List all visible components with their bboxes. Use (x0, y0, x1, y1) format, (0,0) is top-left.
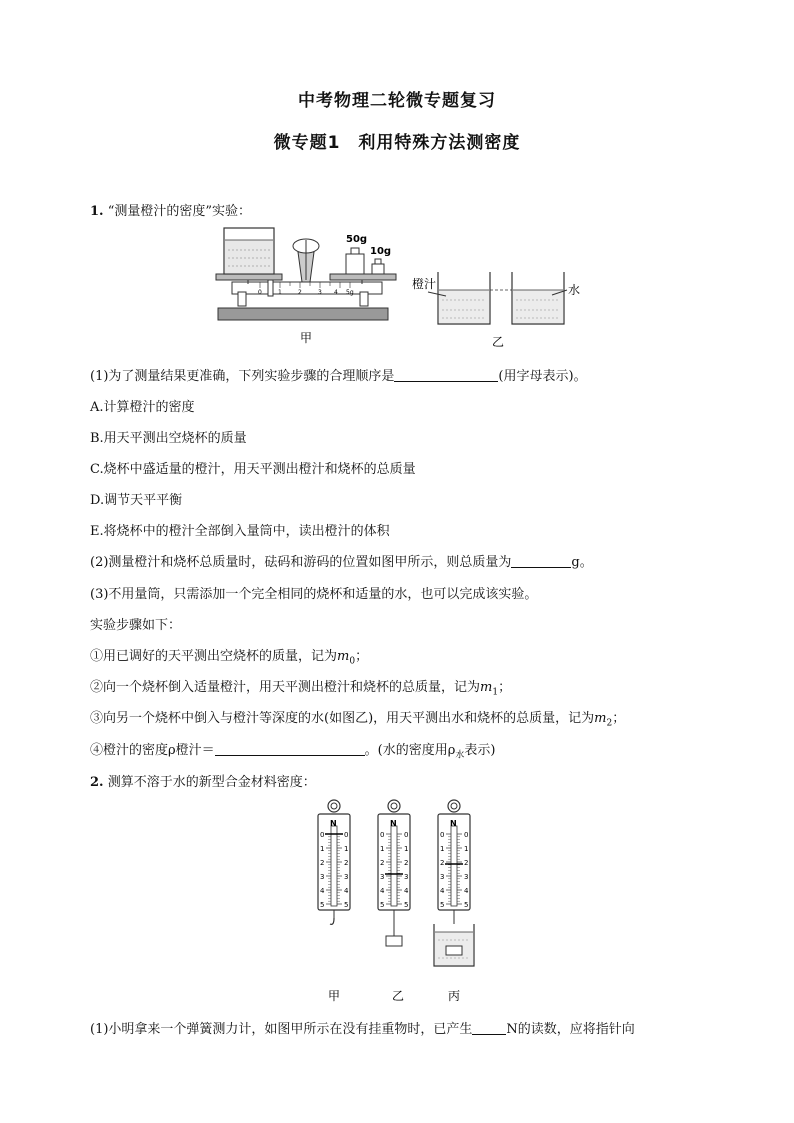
tick-left-bing-3: 3 (440, 873, 445, 881)
tick-right-jia-4: 4 (344, 887, 349, 895)
q1-step1-end: ； (355, 649, 369, 664)
tick-right-yi-1: 1 (404, 845, 409, 853)
caption-q2-yi: 乙 (392, 989, 405, 1003)
tick-right-jia-5: 5 (344, 901, 349, 909)
tick-left-yi-4: 4 (380, 887, 385, 895)
weight-50g-label: 50g (346, 234, 368, 245)
q1-step3-text: ③向另一个烧杯中倒入与橙汁等深度的水(如图乙)，用天平测出水和烧杯的总质量，记为 (90, 711, 595, 726)
tick-left-jia-3: 3 (320, 873, 325, 881)
balance-foot (218, 308, 388, 320)
q1-step1-text: ①用已调好的天平测出空烧杯的质量，记为 (90, 649, 338, 664)
q1-step4-end: 表示) (464, 743, 496, 758)
scale-tick-2: 2 (298, 289, 302, 296)
q1-beaker-water (512, 272, 564, 324)
tick-right-jia-3: 3 (344, 873, 349, 881)
q1-part1-blank[interactable] (394, 367, 498, 382)
q1-beaker-left (224, 228, 274, 274)
tick-left-yi-3: 3 (380, 873, 385, 881)
scale-tick-5: 5g (346, 289, 354, 296)
tick-right-yi-4: 4 (404, 887, 409, 895)
left-pan (216, 274, 282, 280)
tick-left-bing-0: 0 (440, 831, 445, 839)
q1-option-c: C.烧杯中盛适量的橙汁，用天平测出橙汁和烧杯的总质量 (90, 462, 416, 477)
tick-right-yi-2: 2 (404, 859, 409, 867)
tick-right-bing-5: 5 (464, 901, 469, 909)
q1-step1-sub: 0 (349, 656, 356, 667)
tick-left-jia-0: 0 (320, 831, 325, 839)
q1-part1-end: (用字母表示)。 (498, 369, 587, 384)
q1-step3-var: m (594, 711, 607, 726)
tick-right-yi-0: 0 (404, 831, 409, 839)
q1-stem: “测量橙汁的密度”实验： (107, 204, 252, 219)
q1-step4-mid: 。(水的密度用ρ (364, 743, 456, 758)
scale-tick-3: 3 (318, 289, 322, 296)
label-water: 水 (568, 283, 581, 297)
q1-step2 (90, 676, 511, 698)
q2-stem: 测算不溶于水的新型合金材料密度： (107, 775, 316, 790)
tick-left-jia-2: 2 (320, 859, 325, 867)
n-label-yi: N (390, 819, 397, 828)
tick-left-bing-5: 5 (440, 901, 445, 909)
q1-step3 (90, 707, 625, 729)
q1-part2-end: g。 (571, 555, 593, 570)
right-pan (330, 274, 396, 280)
q1-part2-blank[interactable] (511, 553, 571, 568)
tick-left-bing-4: 4 (440, 887, 445, 895)
q1-part2 (90, 551, 593, 570)
q1-step4-blank[interactable] (215, 741, 365, 756)
q1-option-e: E.将烧杯中的橙汁全部倒入量筒中，读出橙汁的体积 (90, 524, 390, 539)
q1-option-a: A.计算橙汁的密度 (90, 400, 195, 415)
caption-q2-jia: 甲 (328, 989, 341, 1003)
q1-part3: (3)不用量筒，只需添加一个完全相同的烧杯和适量的水，也可以完成该实验。 (90, 587, 538, 602)
rider (268, 280, 273, 296)
q1-step2-text: ②向一个烧杯倒入适量橙汁，用天平测出橙汁和烧杯的总质量，记为 (90, 680, 481, 695)
q1-part1-text: (1)为了测量结果更准确，下列实验步骤的合理顺序是 (90, 369, 395, 384)
scale-tick-0: 0 (258, 289, 262, 296)
q2-part1-end: N的读数，应将指针向 (506, 1022, 635, 1037)
page-subtitle: 微专题1 利用特殊方法测密度 (273, 133, 521, 153)
q2-stem-line (90, 771, 316, 790)
q1-step1-var: m (337, 649, 350, 664)
tick-left-yi-1: 1 (380, 845, 385, 853)
q1-stem-line (90, 200, 251, 219)
q1-step4-sub: 水 (455, 750, 465, 761)
q1-beaker-juice (438, 272, 490, 324)
q1-step3-sub: 2 (606, 718, 613, 729)
weight-10g (372, 264, 384, 274)
q1-step4-text: ④橙汁的密度ρ橙汁＝ (90, 743, 215, 758)
scale-tick-1: 1 (278, 289, 282, 296)
q2-part1 (90, 1018, 635, 1037)
tick-left-yi-5: 5 (380, 901, 385, 909)
tick-left-jia-5: 5 (320, 901, 325, 909)
tick-right-bing-1: 1 (464, 845, 469, 853)
q1-option-d: D.调节天平平衡 (90, 493, 183, 508)
weight-10g-label: 10g (370, 246, 392, 257)
tick-left-bing-2: 2 (440, 859, 445, 867)
q1-part2-text: (2)测量橙汁和烧杯总质量时，砝码和游码的位置如图甲所示，则总质量为 (90, 555, 512, 570)
tick-left-jia-1: 1 (320, 845, 325, 853)
label-juice (412, 276, 436, 291)
q1-step2-sub: 1 (492, 687, 499, 698)
tick-right-bing-0: 0 (464, 831, 469, 839)
n-label-jia: N (330, 819, 337, 828)
tick-right-bing-2: 2 (464, 859, 469, 867)
hanging-block-yi (386, 936, 402, 946)
n-label-bing: N (450, 819, 457, 828)
q2-part1-blank[interactable] (472, 1020, 506, 1035)
tick-right-bing-3: 3 (464, 873, 469, 881)
label-juice-text: 橙汁 (412, 277, 437, 291)
q1-step3-end: ； (612, 711, 626, 726)
tick-right-yi-5: 5 (404, 901, 409, 909)
q1-option-b: B.用天平测出空烧杯的质量 (90, 431, 247, 446)
tick-right-yi-3: 3 (404, 873, 409, 881)
tick-right-bing-4: 4 (464, 887, 469, 895)
page-title: 中考物理二轮微专题复习 (298, 91, 496, 111)
q1-step1 (90, 645, 368, 667)
q1-figure (210, 222, 610, 352)
q2-part1-text: (1)小明拿来一个弹簧测力计，如图甲所示在没有挂重物时，已产生 (90, 1022, 473, 1037)
immersed-block-bing (446, 946, 462, 955)
weight-50g (346, 254, 364, 274)
q1-step2-var: m (480, 680, 493, 695)
tick-left-jia-4: 4 (320, 887, 325, 895)
tick-right-jia-2: 2 (344, 859, 349, 867)
q1-step4 (90, 739, 495, 761)
hook-jia (330, 918, 334, 924)
scale-tick-4: 4 (334, 289, 338, 296)
tick-left-bing-1: 1 (440, 845, 445, 853)
tick-right-jia-0: 0 (344, 831, 349, 839)
caption-jia: 甲 (300, 331, 313, 345)
q1-number: 1. (90, 204, 104, 219)
caption-q2-bing: 丙 (448, 989, 461, 1003)
caption-yi: 乙 (492, 335, 505, 349)
q1-step2-end: ； (498, 680, 512, 695)
q2-number: 2. (90, 775, 104, 790)
q2-figure (310, 798, 490, 1008)
tick-left-yi-2: 2 (380, 859, 385, 867)
q1-part1 (90, 365, 587, 384)
tick-left-yi-0: 0 (380, 831, 385, 839)
q1-steps-heading: 实验步骤如下： (90, 618, 182, 633)
tick-right-jia-1: 1 (344, 845, 349, 853)
